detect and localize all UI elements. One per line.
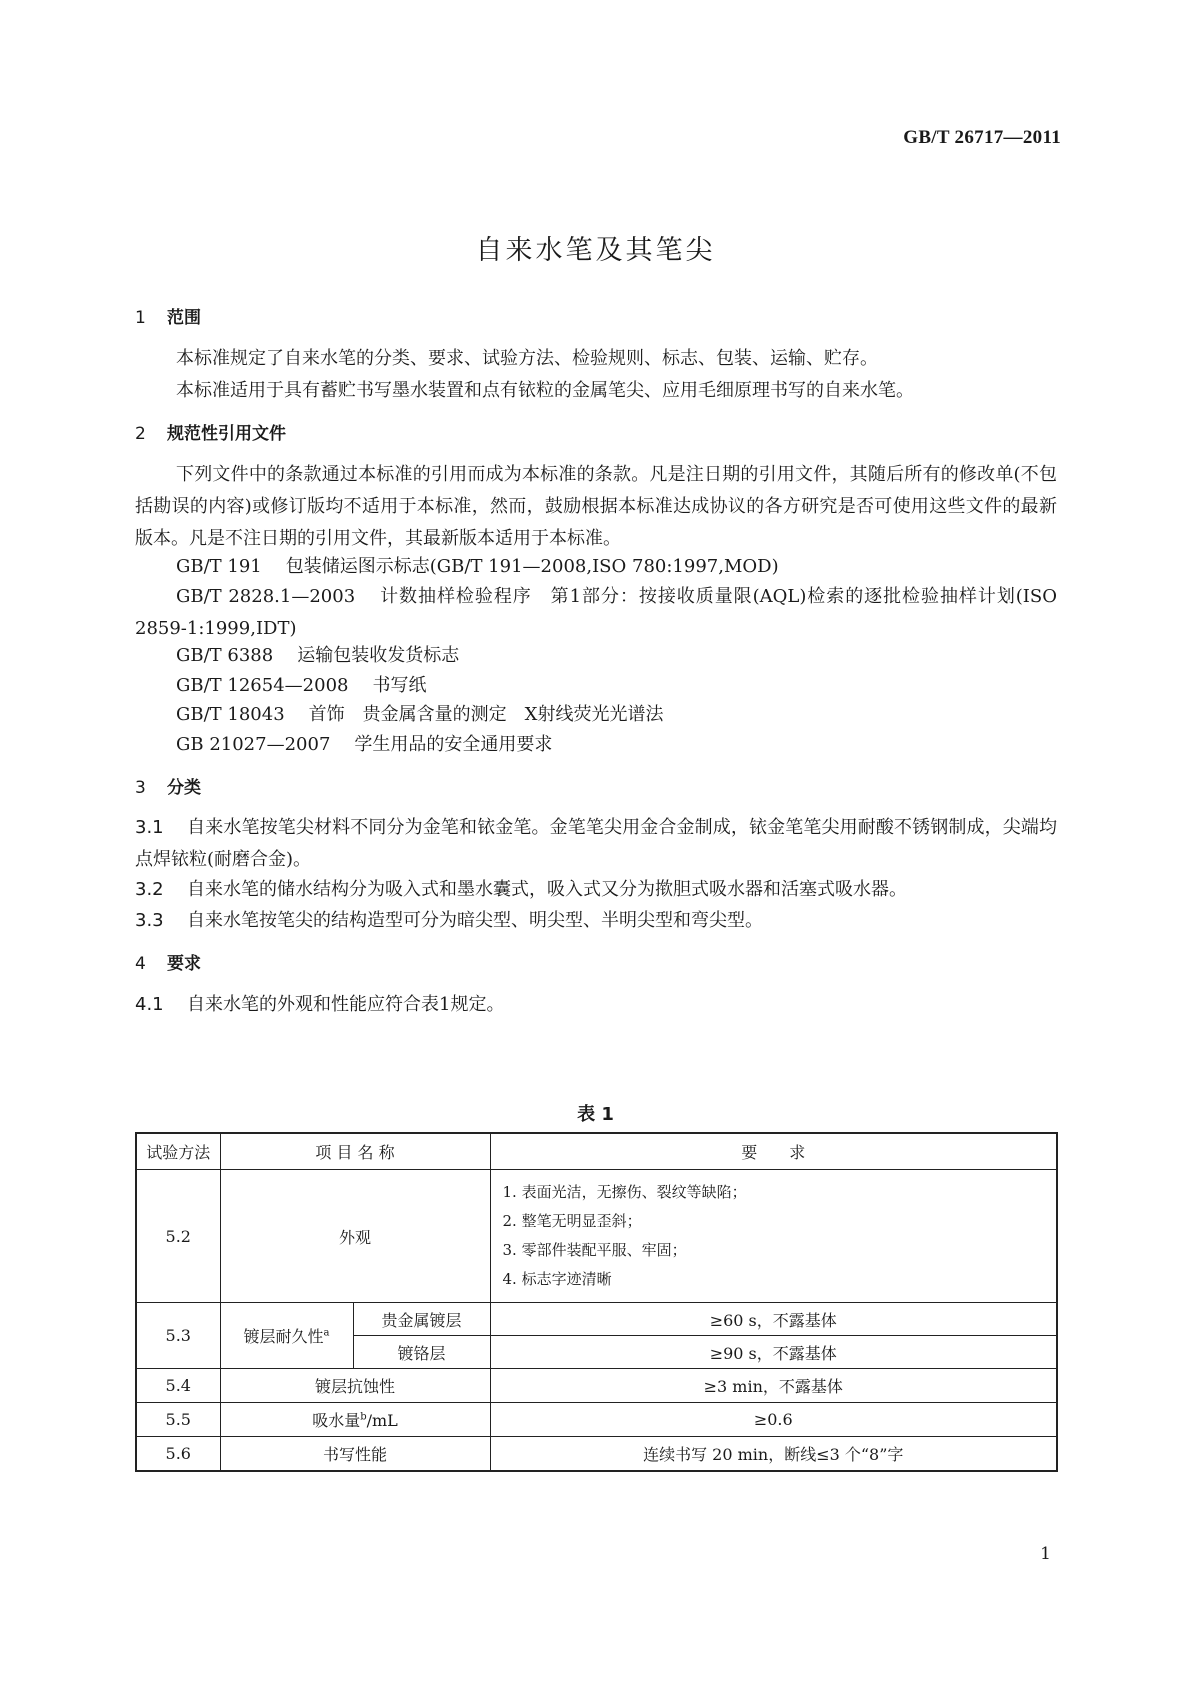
section-3-heading	[135, 772, 1057, 804]
section-title: 范围	[167, 308, 201, 328]
clause-number: 3.1	[135, 817, 164, 838]
cell-method: 5.2	[136, 1170, 220, 1303]
cell-requirement-list	[490, 1170, 1057, 1303]
cell-requirement: ≥90 s，不露基体	[490, 1336, 1057, 1369]
section-2-heading	[135, 418, 1057, 450]
footnote-mark: b	[360, 1411, 367, 1423]
table-row	[136, 1369, 1057, 1403]
reference-title: 首饰 贵金属含量的测定 X射线荧光光谱法	[308, 704, 664, 725]
table-caption: 表 1	[577, 1104, 614, 1125]
item-unit: /mL	[366, 1411, 398, 1430]
table-row	[136, 1303, 1057, 1336]
document-title: 自来水笔及其笔尖	[475, 235, 716, 266]
standard-code: GB/T 26717—2011	[903, 127, 1061, 148]
table-row	[136, 1170, 1057, 1303]
table-header-row	[136, 1133, 1057, 1170]
header-item: 项 目 名 称	[220, 1133, 490, 1170]
clause-number: 4.1	[135, 994, 164, 1015]
section-2-intro: 下列文件中的条款通过本标准的引用而成为本标准的条款。凡是注日期的引用文件，其随后所有的修改单(不包括勘误的内容)或修订版均不适用于本标准，然而，鼓励根据本标准达成协议的各方研究是否可使用这些文件的最新版本。凡是不注日期的引用文件，其最新版本适用于本标准。	[135, 464, 1057, 549]
section-title: 规范性引用文件	[167, 424, 286, 444]
cell-requirement: ≥60 s，不露基体	[490, 1303, 1057, 1336]
requirement-line: 3. 零部件装配平服、牢固；	[502, 1241, 687, 1259]
reference-item	[135, 670, 1098, 702]
clause-4-1	[135, 989, 1057, 1021]
clause-text: 自来水笔的储水结构分为吸入式和墨水囊式，吸入式又分为揿胆式吸水器和活塞式吸水器。	[187, 879, 907, 900]
section-1-heading	[135, 302, 1057, 334]
cell-requirement: ≥0.6	[490, 1403, 1057, 1437]
cell-item	[220, 1403, 490, 1437]
item-name: 吸水量	[312, 1411, 361, 1430]
table-row	[136, 1437, 1057, 1471]
section-4-heading	[135, 948, 1057, 980]
section-number: 4	[135, 954, 146, 974]
section-1-para-1: 本标准规定了自来水笔的分类、要求、试验方法、检验规则、标志、包装、运输、贮存。	[176, 348, 878, 369]
requirements-table	[135, 1132, 1058, 1472]
cell-subitem: 贵金属镀层	[353, 1303, 490, 1336]
cell-method: 5.3	[136, 1303, 220, 1369]
cell-requirement: 连续书写 20 min，断线≤3 个“8”字	[490, 1437, 1057, 1471]
reference-item	[135, 551, 1098, 583]
clause-text: 自来水笔的外观和性能应符合表1规定。	[187, 994, 505, 1015]
cell-item	[220, 1303, 353, 1369]
cell-subitem: 镀铬层	[353, 1336, 490, 1369]
reference-item	[135, 729, 1098, 761]
reference-title: 学生用品的安全通用要求	[354, 734, 553, 755]
clause-3-2	[135, 874, 1057, 906]
reference-code: GB 21027—2007	[176, 734, 331, 755]
reference-code: GB/T 18043	[176, 704, 285, 725]
clause-3-3	[135, 905, 1057, 937]
section-title: 分类	[167, 778, 201, 798]
reference-item	[135, 699, 1098, 731]
requirement-line: 4. 标志字迹清晰	[502, 1270, 612, 1288]
section-number: 2	[135, 424, 146, 444]
clause-text: 自来水笔按笔尖的结构造型可分为暗尖型、明尖型、半明尖型和弯尖型。	[187, 910, 763, 931]
page-number: 1	[1040, 1544, 1051, 1564]
section-number: 1	[135, 308, 146, 328]
cell-item: 镀层抗蚀性	[220, 1369, 490, 1403]
reference-title: 书写纸	[372, 675, 427, 696]
reference-code: GB/T 12654—2008	[176, 675, 349, 696]
reference-title: 包装储运图示标志(GB/T 191—2008,ISO 780:1997,MOD)	[285, 556, 779, 577]
reference-item	[135, 640, 1098, 672]
cell-method: 5.4	[136, 1369, 220, 1403]
header-method: 试验方法	[136, 1133, 220, 1170]
section-number: 3	[135, 778, 146, 798]
reference-title: 运输包装收发货标志	[297, 645, 460, 666]
reference-code: GB/T 191	[176, 556, 262, 577]
cell-item: 书写性能	[220, 1437, 490, 1471]
table-row	[136, 1403, 1057, 1437]
reference-code: GB/T 6388	[176, 645, 274, 666]
requirement-line: 1. 表面光洁，无擦伤、裂纹等缺陷；	[502, 1183, 747, 1201]
section-1-para-2: 本标准适用于具有蓄贮书写墨水装置和点有铱粒的金属笔尖、应用毛细原理书写的自来水笔。	[176, 380, 914, 401]
cell-requirement: ≥3 min，不露基体	[490, 1369, 1057, 1403]
cell-item: 外观	[220, 1170, 490, 1303]
clause-number: 3.3	[135, 910, 164, 931]
reference-code: GB/T 2828.1—2003	[176, 586, 356, 607]
clause-text: 自来水笔按笔尖材料不同分为金笔和铱金笔。金笔笔尖用金合金制成，铱金笔笔尖用耐酸不锈钢制成，尖端均点焊铱粒(耐磨合金)。	[135, 817, 1057, 870]
requirement-line: 2. 整笔无明显歪斜；	[502, 1212, 642, 1230]
clause-number: 3.2	[135, 879, 164, 900]
footnote-mark: a	[323, 1327, 330, 1339]
clause-3-1	[135, 812, 1057, 876]
cell-method: 5.6	[136, 1437, 220, 1471]
header-requirement: 要 求	[490, 1133, 1057, 1170]
section-title: 要求	[167, 954, 201, 974]
item-name: 镀层耐久性	[243, 1327, 324, 1346]
cell-method: 5.5	[136, 1403, 220, 1437]
reference-item	[135, 581, 1057, 645]
reference-title: 计数抽样检验程序 第1部分：按接收质量限(AQL)检索的逐批检验抽样计划(ISO 2859-1:1999,IDT)	[135, 586, 1057, 639]
